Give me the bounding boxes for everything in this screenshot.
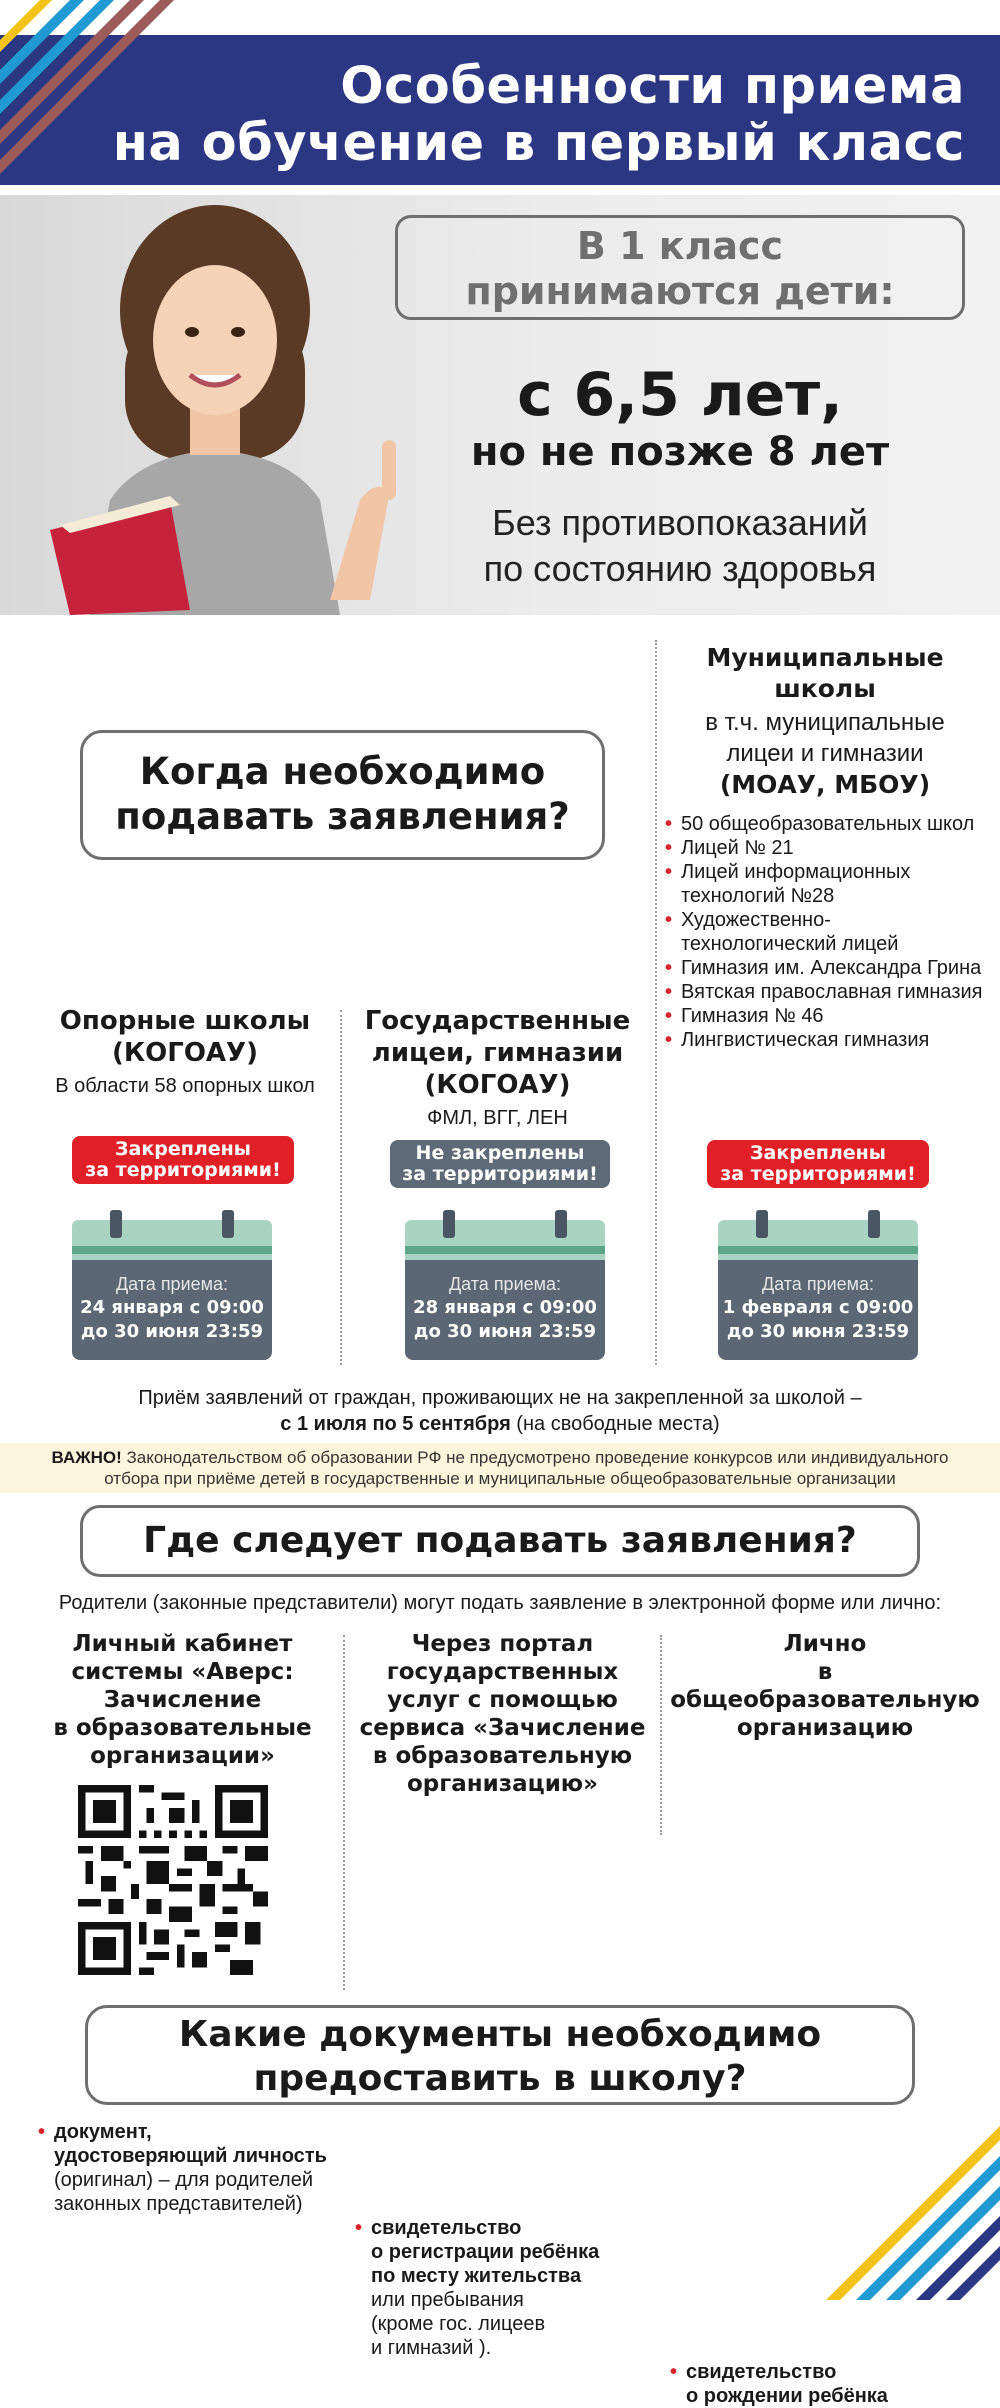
municipal-school-list (665, 812, 985, 1052)
assignment-badge (707, 1140, 929, 1188)
list-item: • Лицей информационных технологий №28 (665, 860, 985, 908)
assignment-badge-line: Закреплены (115, 1138, 251, 1160)
page-title-line1: Особенности приема (340, 57, 965, 116)
school-type-title-line: (КОГОАУ) (112, 1038, 258, 1068)
calendar-body (405, 1260, 605, 1360)
docs-heading-line2: предоставить в школу? (253, 2058, 747, 2099)
list-item: • Лицей № 21 (665, 836, 985, 860)
calendar-ring (110, 1210, 122, 1238)
calendar-body (718, 1260, 918, 1360)
warning-label: ВАЖНО! (51, 1448, 122, 1467)
calendar-ring (443, 1210, 455, 1238)
school-type-title-line: лицеи, гимназии (371, 1038, 624, 1068)
docs-heading-line1: Какие документы необходимо (178, 2014, 822, 2055)
health-note (395, 500, 965, 592)
list-item: • Гимназия им. Александра Грина (665, 956, 985, 980)
school-type-title-line: Опорные школы (59, 1006, 311, 1036)
calendar-icon (72, 1210, 272, 1360)
when-heading-line2: подавать заявления? (115, 795, 570, 838)
column-divider (655, 640, 657, 1365)
date-label: Дата приема: (761, 1274, 875, 1294)
calendar-body (72, 1260, 272, 1360)
warning-body: Законодательством об образовании РФ не предусмотрено проведение конкурсов или индивидуального отбора при приёме детей в государственные и муниципальные общеобразовательные организации (104, 1448, 949, 1488)
assignment-badge-line: за территориями! (402, 1163, 598, 1185)
doc-line: (оригинал) – для родителей (54, 2169, 314, 2191)
assignment-badge-line: за территориями! (85, 1159, 281, 1181)
docs-heading-box (85, 2005, 915, 2105)
submit-option-avers (40, 1630, 325, 1770)
submit-option-in-person (665, 1630, 985, 1742)
doc-bold-line: • свидетельство (371, 2217, 522, 2239)
submit-option-gosuslugi (355, 1630, 650, 1798)
option-line: в общеобразовательную (670, 1659, 980, 1713)
calendar-ring (555, 1210, 567, 1238)
document-item (670, 2360, 970, 2408)
option-line: организацию» (406, 1771, 599, 1797)
school-type-title (40, 1005, 330, 1069)
when-heading-box (80, 730, 605, 860)
non-assigned-note (30, 1385, 970, 1437)
option-line: в образовательные (53, 1715, 312, 1741)
health-note-line2: по состоянию здоровья (483, 548, 877, 589)
date-label: Дата приема: (115, 1274, 229, 1294)
option-line: услуг с помощью (387, 1687, 618, 1713)
note-line2 (30, 1411, 970, 1437)
calendar-header (72, 1220, 272, 1260)
girl-with-book-illustration (30, 200, 430, 615)
school-type-subtitle-line: лицеи и гимназии (726, 740, 924, 767)
date-from: 1 февраля с 09:00 (722, 1297, 914, 1318)
calendar-header (405, 1220, 605, 1260)
warning-text (30, 1447, 970, 1489)
age-box-line1: В 1 класс (576, 224, 784, 268)
doc-bold-line: • документ, (54, 2121, 152, 2143)
when-heading-line1: Когда необходимо (139, 750, 546, 793)
age-box (395, 215, 965, 320)
page-title (65, 58, 965, 172)
list-item: • Художественно-технологический лицей (665, 908, 985, 956)
note-line1: Приём заявлений от граждан, проживающих не на закрепленной за школой – (138, 1387, 862, 1409)
qr-code-icon[interactable] (78, 1785, 268, 1975)
assignment-badge-line: за территориями! (720, 1163, 916, 1185)
option-line: организацию (736, 1715, 914, 1741)
school-type-subtitle: ФМЛ, ВГГ, ЛЕН (427, 1107, 568, 1129)
assignment-badge (390, 1140, 610, 1188)
doc-line: или пребывания (371, 2289, 524, 2311)
doc-line: (кроме гос. лицеев (371, 2313, 546, 2335)
school-type-title-line: (КОГОАУ) (424, 1070, 571, 1100)
column-divider (660, 1635, 662, 1835)
date-label: Дата приема: (448, 1274, 562, 1294)
school-type-title (350, 1005, 645, 1101)
calendar-stripe (405, 1246, 605, 1254)
document-item (355, 2216, 655, 2360)
calendar-icon (718, 1210, 918, 1360)
doc-bold-line: по месту жительства (371, 2265, 582, 2287)
calendar-stripe (72, 1246, 272, 1254)
option-line: организации» (90, 1743, 275, 1769)
option-line: Личный кабинет (72, 1631, 293, 1657)
date-to: до 30 июня 23:59 (413, 1321, 597, 1342)
date-to: до 30 июня 23:59 (80, 1321, 264, 1342)
calendar-ring (222, 1210, 234, 1238)
school-type-subtitle-bold: (МОАУ, МБОУ) (719, 770, 931, 799)
page-title-line2: на обучение в первый класс (112, 114, 965, 173)
where-heading-box: Где следует подавать заявления? (80, 1505, 920, 1577)
option-line: Через портал (411, 1631, 594, 1657)
doc-bold-line: о рождении ребёнка (686, 2385, 888, 2407)
school-type-subtitle (665, 707, 985, 800)
doc-bold-line: • свидетельство (686, 2361, 837, 2383)
note-rest: (на свободные места) (510, 1413, 720, 1435)
note-dates: с 1 июля по 5 сентября (280, 1413, 511, 1435)
option-line: Зачисление (103, 1687, 262, 1713)
option-line: сервиса «Зачисление (359, 1715, 646, 1741)
option-line: в образовательную (372, 1743, 633, 1769)
list-item: • Вятская православная гимназия (665, 980, 985, 1004)
footer-stripes-decoration (820, 2120, 1000, 2300)
calendar-icon (405, 1210, 605, 1360)
column-divider (340, 1010, 342, 1365)
list-item: • 50 общеобразовательных школ (665, 812, 985, 836)
school-type-title (665, 642, 985, 704)
assignment-badge-line: Не закреплены (415, 1142, 585, 1164)
assignment-badge-line: Закреплены (750, 1142, 886, 1164)
doc-line: и гимназий ). (371, 2337, 492, 2359)
column-divider (343, 1635, 345, 1990)
school-type-title-line: Государственные (364, 1006, 631, 1036)
school-type-subtitle-line: в т.ч. муниципальные (705, 709, 945, 736)
document-item (38, 2120, 358, 2216)
doc-bold-line: о регистрации ребёнка (371, 2241, 600, 2263)
calendar-stripe (718, 1246, 918, 1254)
age-min: с 6,5 лет, (517, 360, 843, 430)
option-line: Лично (783, 1631, 867, 1657)
where-intro: Родители (законные представители) могут подать заявление в электронной форме или лично: (58, 1592, 942, 1614)
calendar-header (718, 1220, 918, 1260)
health-note-line1: Без противопоказаний (492, 502, 868, 543)
school-type-subtitle: В области 58 опорных школ (55, 1075, 315, 1097)
school-type-title-line: школы (774, 674, 876, 703)
date-from: 28 января с 09:00 (413, 1297, 597, 1318)
assignment-badge (72, 1136, 294, 1184)
doc-line: законных представителей) (54, 2193, 303, 2215)
date-to: до 30 июня 23:59 (726, 1321, 910, 1342)
list-item: • Лингвистическая гимназия (665, 1028, 985, 1052)
list-item: • Гимназия № 46 (665, 1004, 985, 1028)
option-line: государственных (386, 1659, 619, 1685)
date-from: 24 января с 09:00 (80, 1297, 264, 1318)
calendar-ring (756, 1210, 768, 1238)
age-box-line2: принимаются дети: (465, 269, 895, 313)
calendar-ring (868, 1210, 880, 1238)
school-type-title-line: Муниципальные (706, 643, 944, 672)
option-line: системы «Аверс: (71, 1659, 294, 1685)
age-max: но не позже 8 лет (470, 429, 890, 475)
doc-bold-line: удостоверяющий личность (54, 2145, 327, 2167)
